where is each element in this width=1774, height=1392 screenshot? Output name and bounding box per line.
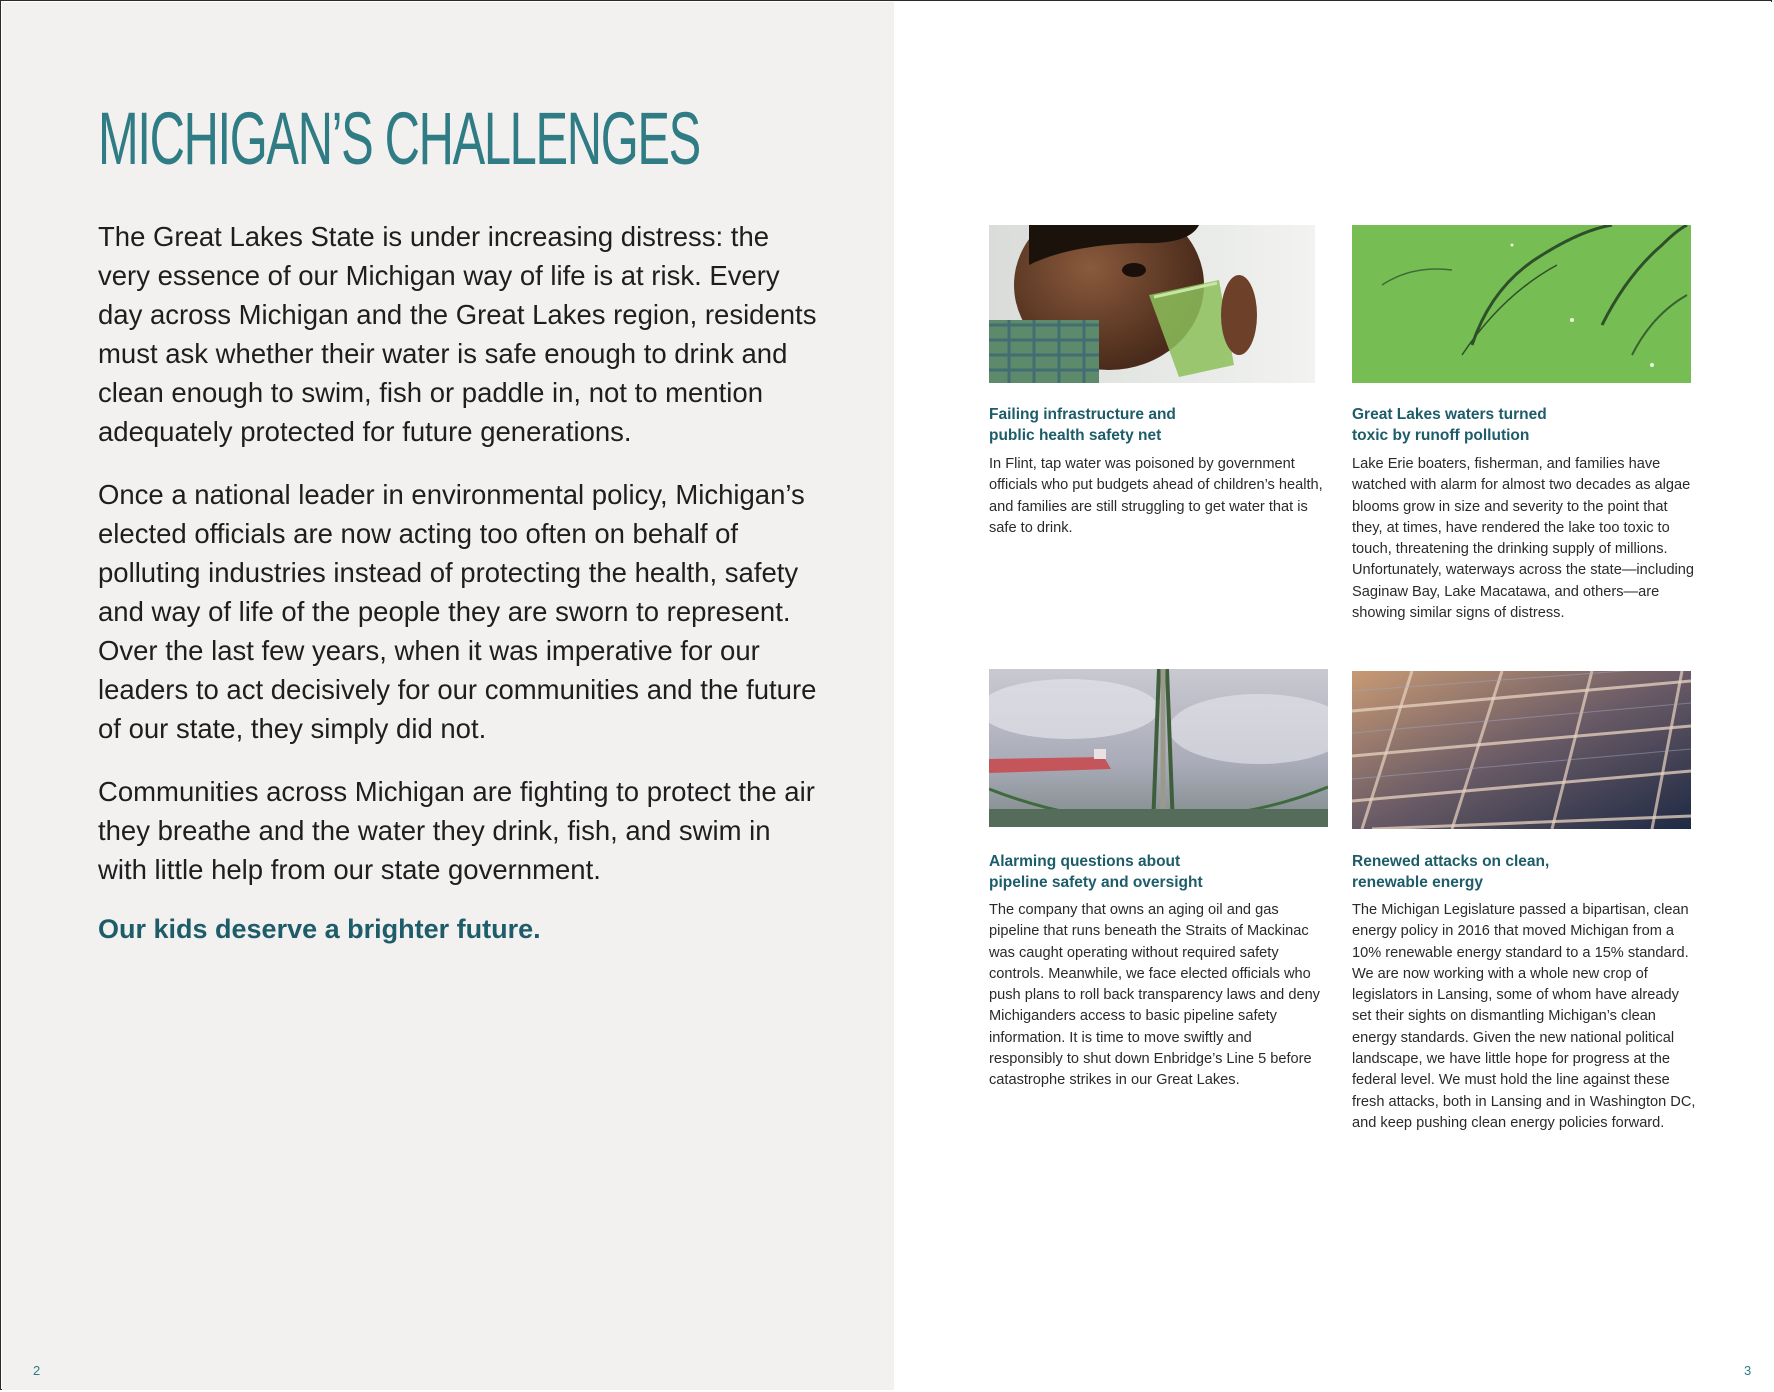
card-body: Lake Erie boaters, fisherman, and families have watched with alarm for almost two decades as algae blooms grow in size and severity to the point that they, at times, have rendered the lake too toxic to touch, threatening the drinking supply of millions. Unfortunately, waterways across the state—including Saginaw Bay, Lake Macatawa, and others—are showing similar signs of distress. <box>1352 456 1695 622</box>
left-page <box>2 2 894 1390</box>
intro-text <box>98 217 818 913</box>
intro-paragraph: Communities across Michigan are fighting to protect the air they breathe and the water they drink, fish, and swim in with little help from our state government. <box>98 776 815 885</box>
card-body: The company that owns an aging oil and gas pipeline that runs beneath the Straits of Mackinac was caught operating without required safety controls. Meanwhile, we face elected officials who push plans to roll back transparency laws and deny Michiganders access to basic pipeline safety information. It is time to move swiftly and responsibly to shut down Enbridge’s Line 5 before catastrophe strikes in our Great Lakes. <box>989 902 1320 1089</box>
card-title: Alarming questions about pipeline safety and oversight <box>989 853 1203 891</box>
card-body: In Flint, tap water was poisoned by government officials who put budgets ahead of children’s health, and families are still struggling to get water that is safe to drink. <box>989 456 1323 536</box>
page-title: MICHIGAN’S CHALLENGES <box>98 97 700 180</box>
page-number-left: 2 <box>33 1363 41 1378</box>
mackinac-bridge-ship-photo <box>989 669 1328 827</box>
tagline: Our kids deserve a brighter future. <box>98 914 541 944</box>
card-title: Failing infrastructure and public health safety net <box>989 406 1176 444</box>
intro-paragraph: Once a national leader in environmental policy, Michigan’s elected officials are now acting too often on behalf of polluting industries instead of protecting the health, safety and way of life of the people they are sworn to represent. Over the last few years, when it was imperative for our leaders to act decisively for our communities and the future of our state, they simply did not. <box>98 479 817 744</box>
page-number-right: 3 <box>1744 1363 1752 1378</box>
card-title: Great Lakes waters turned toxic by runoff pollution <box>1352 406 1547 444</box>
solar-panels-photo <box>1352 671 1691 829</box>
child-drinking-water-photo <box>989 225 1315 383</box>
card-body: The Michigan Legislature passed a bipartisan, clean energy policy in 2016 that moved Michigan from a 10% renewable energy standard to a 15% standard. We are now working with a whole new crop of legislators in Lansing, some of whom have already set their sights on dismantling Michigan’s clean energy standards. Given the new national political landscape, we have little hope for progress at the federal level. We must hold the line against these fresh attacks, both in Lansing and in Washington DC, and keep pushing clean energy policies forward. <box>1352 902 1696 1131</box>
card-title: Renewed attacks on clean, renewable energy <box>1352 853 1550 891</box>
right-page <box>894 2 1772 1390</box>
intro-paragraph: The Great Lakes State is under increasing distress: the very essence of our Michigan way of life is at risk. Every day across Michigan and the Great Lakes region, residents must ask whether their water is safe enough to drink and clean enough to swim, fish or paddle in, not to mention adequately protected for future generations. <box>98 221 817 447</box>
green-algae-water-photo <box>1352 225 1691 383</box>
